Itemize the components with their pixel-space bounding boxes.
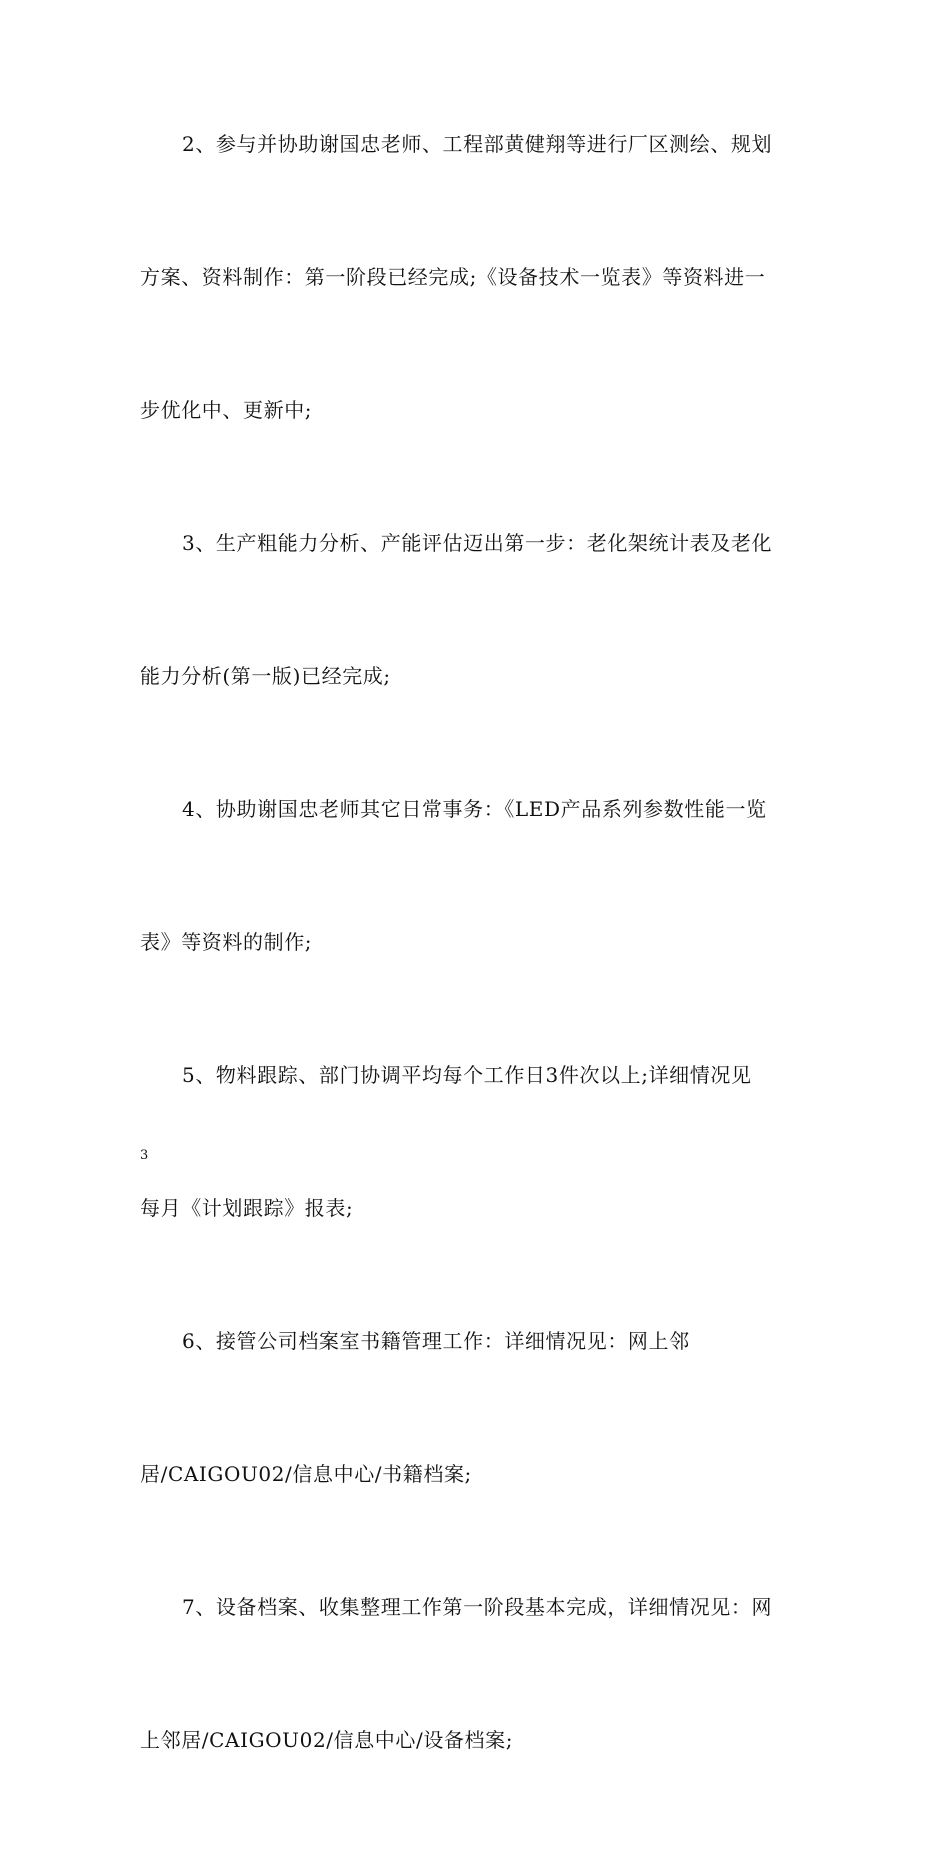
paragraph-line: 步优化中、更新中;	[140, 398, 313, 422]
paragraph-line: 4、协助谢国忠老师其它日常事务：《LED产品系列参数性能一览	[182, 797, 767, 821]
paragraph-line: 2、参与并协助谢国忠老师、工程部黄健翔等进行厂区测绘、规划	[182, 132, 773, 156]
paragraph-line: 方案、资料制作：第一阶段已经完成;《设备技术一览表》等资料进一	[140, 265, 766, 289]
paragraph-line: 3、生产粗能力分析、产能评估迈出第一步：老化架统计表及老化	[182, 531, 773, 555]
paragraph-line: 5、物料跟踪、部门协调平均每个工作日3件次以上;详细情况见	[182, 1063, 752, 1087]
paragraph-line: 7、设备档案、收集整理工作第一阶段基本完成，详细情况见：网	[182, 1595, 773, 1619]
paragraph-line: 每月《计划跟踪》报表;	[140, 1196, 354, 1220]
paragraph-line: 能力分析(第一版)已经完成;	[140, 664, 391, 688]
paragraph-line: 居/CAIGOU02/信息中心/书籍档案;	[140, 1462, 472, 1486]
page-number: 3	[140, 1148, 149, 1163]
document-body	[140, 122, 805, 1851]
paragraph-line: 6、接管公司档案室书籍管理工作：详细情况见：网上邻	[182, 1329, 690, 1353]
paragraph-line: 表》等资料的制作;	[140, 930, 313, 954]
paragraph-line: 上邻居/CAIGOU02/信息中心/设备档案;	[140, 1728, 514, 1752]
